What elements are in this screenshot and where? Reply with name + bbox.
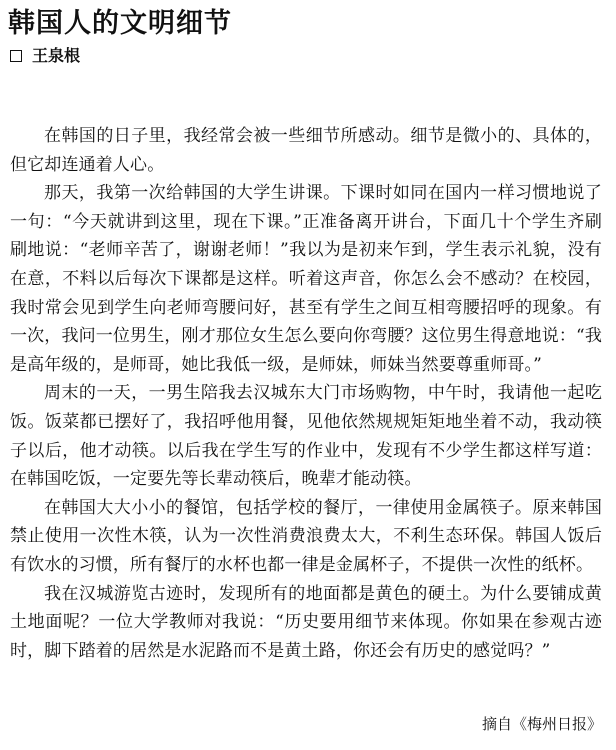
article-title: 韩国人的文明细节 [8,8,232,39]
author-name: 王泉根 [32,46,81,65]
square-box-icon [10,50,22,62]
author-byline [10,45,80,67]
paragraph: 在韩国大大小小的餐馆，包括学校的餐厅，一律使用金属筷子。原来韩国禁止使用一次性木筷，认为一次性消费浪费太大，不利生态环保。韩国人饭后有饮水的习惯，所有餐厅的水杯也都一律是金属杯子，不提供一次性的纸杯。 [10,497,602,575]
paragraph: 在韩国的日子里，我经常会被一些细节所感动。细节是微小的、具体的，但它却连通着人心。 [10,126,602,175]
paragraph: 那天，我第一次给韩国的大学生讲课。下课时如同在国内一样习惯地说了一句：“今天就讲到这里，现在下课。”正准备离开讲台，下面几十个学生齐刷刷地说：“老师辛苦了，谢谢老师！”我以为是初来乍到，学生表示礼貌，没有在意，不料以后每次下课都是这样。听着这声音，你怎么会不感动？在校园，我时常会见到学生向老师弯腰问好，甚至有学生之间互相弯腰招呼的现象。有一次，我问一位男生，刚才那位女生怎么要向你弯腰？这位男生得意地说：“我是高年级的，是师哥，她比我低一级，是师妹，师妹当然要尊重师哥。” [10,183,602,375]
paragraph: 周末的一天，一男生陪我去汉城东大门市场购物，中午时，我请他一起吃饭。饭菜都已摆好了，我招呼他用餐，见他依然规规矩矩地坐着不动，我动筷子以后，他才动筷。以后我在学生写的作业中，发现有不少学生都这样写道：在韩国吃饭，一定要先等长辈动筷后，晚辈才能动筷。 [10,383,602,490]
paragraph: 我在汉城游览古迹时，发现所有的地面都是黄色的硬土。为什么要铺成黄土地面呢？一位大学教师对我说：“历史要用细节来体现。你如果在参观古迹时，脚下踏着的居然是水泥路而不是黄土路，你还会有历史的感觉吗？” [10,583,602,661]
source-attribution: 摘自《梅州日报》 [481,715,602,733]
article-body [10,122,602,665]
